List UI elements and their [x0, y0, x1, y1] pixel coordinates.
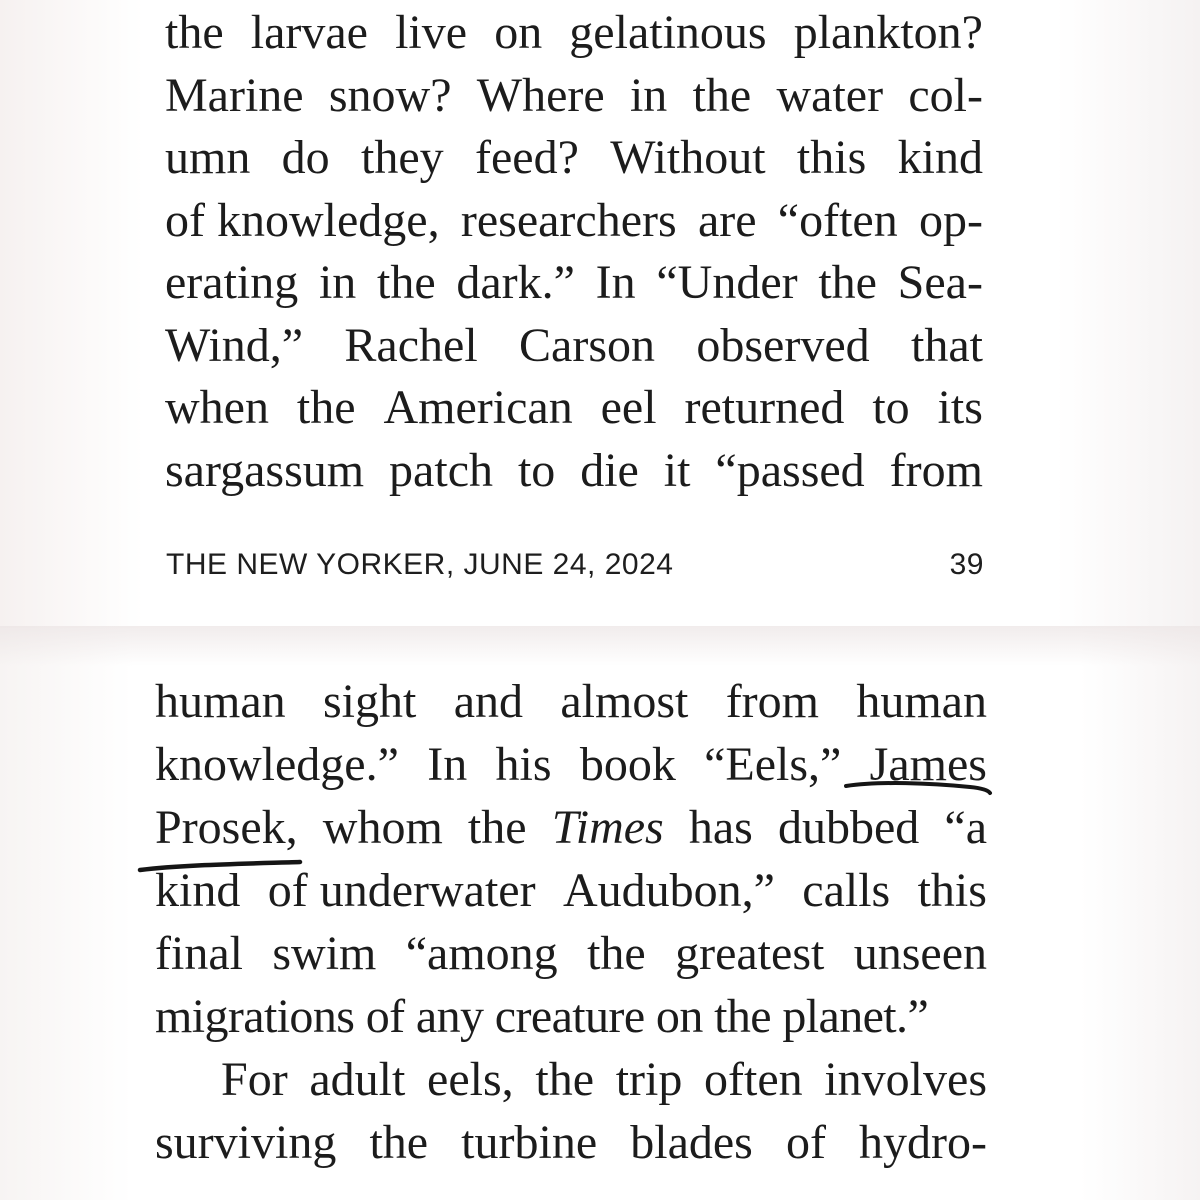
underlined-name-first: James — [869, 738, 987, 791]
text-line: of knowledge, researchers are “often op- — [165, 193, 983, 247]
text-line: Wind,” Rachel Carson observed that — [165, 318, 983, 372]
text-line: erating in the dark.” In “Under the Sea- — [165, 256, 983, 309]
text-line: Prosek, whom the Times has dubbed “a — [155, 796, 987, 859]
text-line: surviving the turbine blades of hydro- — [155, 1116, 987, 1169]
text-line: umn do they feed? Without this kind — [165, 131, 983, 184]
page-number: 39 — [949, 548, 984, 581]
text-line: when the American eel returned to its — [165, 381, 983, 434]
clipping-seam — [0, 626, 1200, 666]
text-line: the larvae live on gelatinous plankton? — [165, 6, 983, 59]
text-line: final swim “among the greatest unseen — [155, 927, 987, 980]
text-line: human sight and almost from human — [155, 675, 987, 728]
text-line: kind of underwater Audubon,” calls this — [155, 864, 987, 917]
italic-title: Times — [551, 801, 664, 854]
text-line: sargassum patch to die it “passed from — [165, 443, 983, 497]
text-line: migrations of any creature on the planet.” — [155, 990, 929, 1043]
lower-page-clipping — [0, 628, 1200, 1200]
underlined-name-last: Prosek, — [155, 801, 298, 854]
publication-line: THE NEW YORKER, JUNE 24, 2024 — [166, 548, 674, 581]
upper-text-column — [165, 2, 983, 502]
paragraph-first-line: For adult eels, the trip often involves — [221, 1053, 987, 1106]
page-footer — [166, 548, 984, 582]
text-line: Marine snow? Where in the water col- — [165, 68, 983, 122]
lower-text-column — [155, 670, 987, 1174]
text-line: knowledge.” In his book “Eels,” James — [155, 733, 987, 796]
